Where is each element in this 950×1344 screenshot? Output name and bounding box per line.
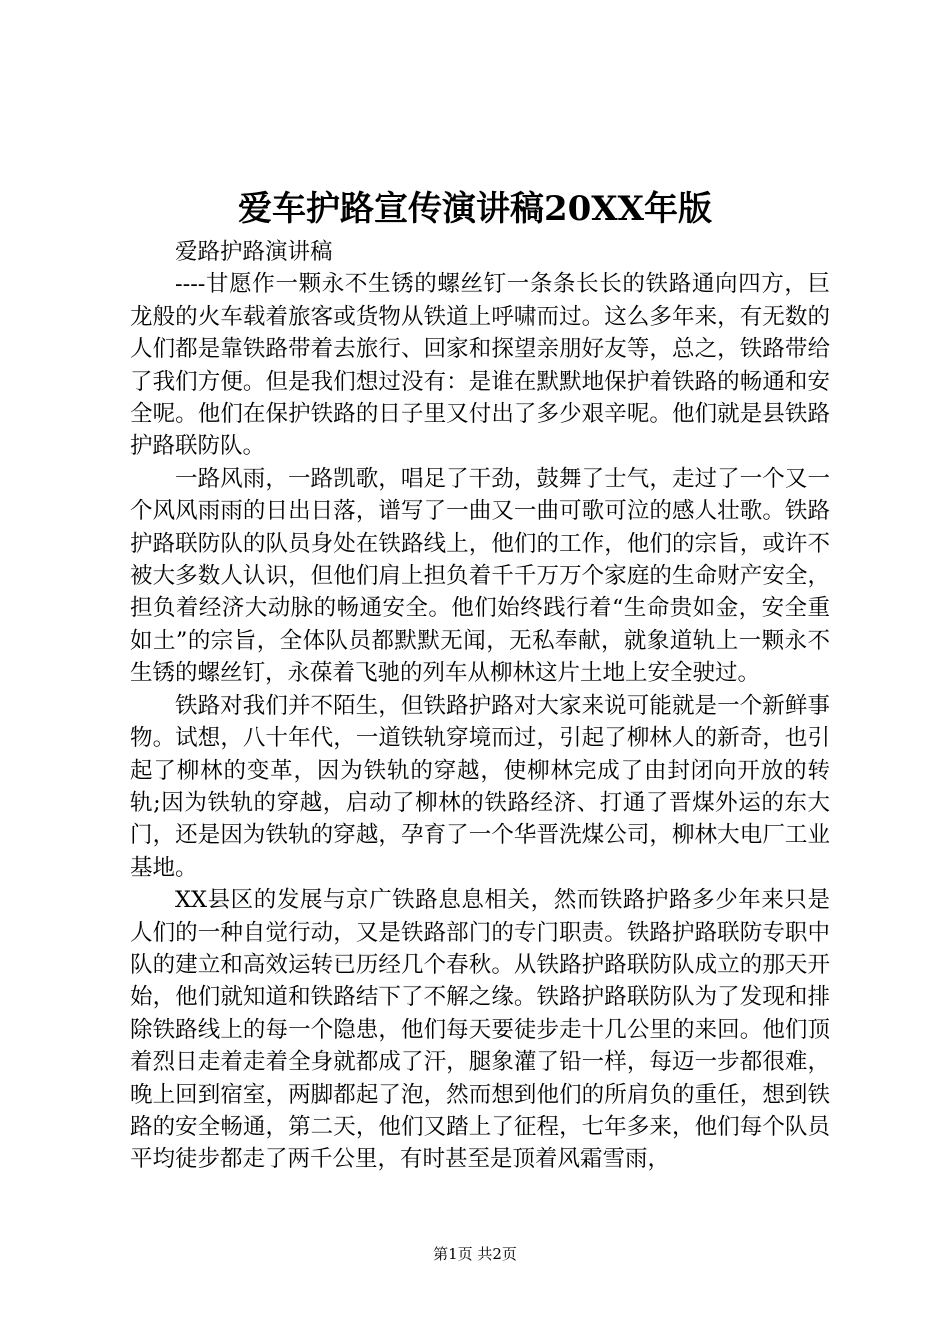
document-title: 爱车护路宣传演讲稿20XX年版 <box>237 189 713 229</box>
page-footer: 第1页 共2页 <box>433 1245 517 1263</box>
paragraph-heading: 爱路护路演讲稿 <box>175 239 333 265</box>
paragraph: 一路风雨，一路凯歌，唱足了干劲，鼓舞了士气，走过了一个又一个风风雨雨的日出日落，谱写了一曲又一曲可歌可泣的感人壮歌。铁路护路联防队的队员身处在铁路线上，他们的工作，他们的宗旨，或许不被大多数人认识，但他们肩上担负着千千万万个家庭的生命财产安全，担负着经济大动脉的畅通安全。他们始终践行着“生命贵如金，安全重如土”的宗旨，全体队员都默默无闻，无私奉献，就象道轨上一颗永不生锈的螺丝钉，永葆着飞驰的列车从柳林这片土地上安全驶过。 <box>130 465 830 687</box>
paragraph: 铁路对我们并不陌生，但铁路护路对大家来说可能就是一个新鲜事物。试想，八十年代，一道铁轨穿境而过，引起了柳林人的新奇，也引起了柳林的变革，因为铁轨的穿越，使柳林完成了由封闭向开放的转轨;因为铁轨的穿越，启动了柳林的铁路经济、打通了晋煤外运的东大门，还是因为铁轨的穿越，孕育了一个华晋洗煤公司，柳林大电厂工业基地。 <box>130 692 830 881</box>
paragraph: XX县区的发展与京广铁路息息相关，然而铁路护路多少年来只是人们的一种自觉行动，又是铁路部门的专门职责。铁路护路联防专职中队的建立和高效运转已历经几个春秋。从铁路护路联防队成立的那天开始，他们就知道和铁路结下了不解之缘。铁路护路联防队为了发现和排除铁路线上的每一个隐患，他们每天要徒步走十几公里的来回。他们顶着烈日走着走着全身就都成了汗，腿象灌了铅一样，每迈一步都很难，晚上回到宿室，两脚都起了泡，然而想到他们的所肩负的重任，想到铁路的安全畅通，第二天，他们又踏上了征程，七年多来，他们每个队员平均徒步都走了两千公里，有时甚至是顶着风霜雪雨， <box>130 887 830 1173</box>
paragraph: ----甘愿作一颗永不生锈的螺丝钉一条条长长的铁路通向四方，巨龙般的火车载着旅客或货物从铁道上呼啸而过。这么多年来，有无数的人们都是靠铁路带着去旅行、回家和探望亲朋好友等，总之，铁路带给了我们方便。但是我们想过没有：是谁在默默地保护着铁路的畅通和安全呢。他们在保护铁路的日子里又付出了多少艰辛呢。他们就是县铁路护路联防队。 <box>130 271 830 460</box>
document-body <box>130 236 830 1176</box>
